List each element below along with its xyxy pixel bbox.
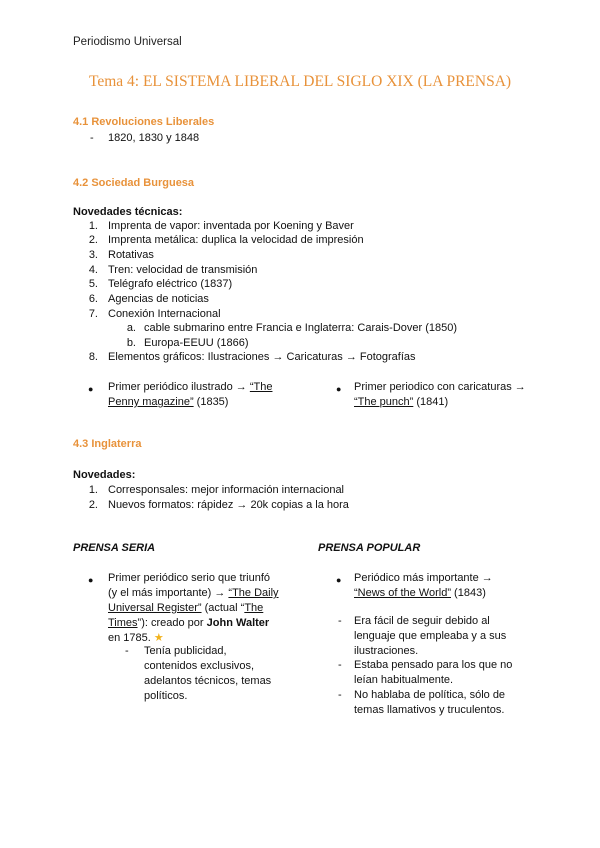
dash-marker: -	[90, 132, 94, 144]
sublist-item: cable submarino entre Francia e Inglaterra: Carais-Dover (1850)	[144, 322, 458, 334]
link-the-punch: “The punch”	[354, 396, 414, 408]
list-number: 3.	[88, 249, 98, 261]
link-penny-magazine-1: “The	[249, 381, 273, 393]
page-title: Tema 4: EL SISTEMA LIBERAL DEL SIGLO XIX (LA PRENSA)	[88, 73, 512, 90]
list-item: Corresponsales: mejor información internacional	[108, 484, 345, 496]
list-item: Elementos gráficos: Ilustraciones → Caricaturas → Fotografías	[108, 351, 416, 363]
prensa-popular-dash-3: No hablaba de política, sólo de temas llamativos y truculentos.	[354, 689, 506, 716]
list-item: Tren: velocidad de transmisión	[108, 264, 258, 276]
dash-marker: -	[125, 645, 129, 657]
list-item: Imprenta metálica: duplica la velocidad de impresión	[108, 234, 364, 246]
list-number: 1.	[88, 484, 98, 496]
dash-marker: -	[338, 615, 342, 627]
link-penny-magazine-2: Penny magazine”	[108, 396, 194, 408]
prensa-popular-dash-1: Era fácil de seguir debido al lenguaje que empleaba y a sus ilustraciones.	[354, 615, 507, 657]
dash-marker: -	[338, 689, 342, 701]
bullet-icon: ●	[88, 384, 94, 394]
list-item: Agencias de noticias	[108, 293, 209, 305]
sublist-letter: b.	[126, 337, 136, 349]
list-item: 1820, 1830 y 1848	[108, 132, 200, 144]
list-item: Nuevos formatos: rápidez → 20k copias a la hora	[108, 499, 349, 511]
sublist-letter: a.	[126, 322, 136, 334]
section-heading-4-1: 4.1 Revoluciones Liberales	[73, 116, 215, 128]
list-number: 1.	[88, 220, 98, 232]
prensa-popular-dash-2: Estaba pensado para los que no leían habitualmente.	[354, 659, 513, 686]
bullet-illustrated-periodical: Primer periódico ilustrado → “The Penny magazine” (1835)	[108, 381, 273, 408]
dash-marker: -	[338, 659, 342, 671]
section-heading-4-2: 4.2 Sociedad Burguesa	[73, 177, 195, 189]
list-number: 2.	[88, 499, 98, 511]
bullet-icon: ●	[336, 384, 342, 394]
prensa-popular-item: Periódico más importante → “News of the World” (1843)	[354, 572, 493, 599]
section-heading-4-3: 4.3 Inglaterra	[73, 438, 142, 450]
bullet-icon: ●	[336, 575, 342, 585]
list-number: 8.	[88, 351, 98, 363]
list-item: Conexión Internacional	[108, 308, 221, 320]
subheading-novedades-tecnicas: Novedades técnicas:	[73, 206, 183, 218]
list-number: 2.	[88, 234, 98, 246]
column-heading-prensa-seria: PRENSA SERIA	[73, 542, 156, 554]
bullet-caricature-periodical: Primer periodico con caricaturas → “The punch” (1841)	[354, 381, 526, 408]
list-item: Rotativas	[108, 249, 154, 261]
document-header: Periodismo Universal	[73, 36, 182, 48]
bullet-icon: ●	[88, 575, 94, 585]
star-icon: ★	[153, 632, 164, 644]
list-number: 6.	[88, 293, 98, 305]
list-item: Telégrafo eléctrico (1837)	[108, 278, 233, 290]
list-number: 7.	[88, 308, 98, 320]
list-number: 4.	[88, 264, 98, 276]
subheading-novedades: Novedades:	[73, 469, 136, 481]
list-number: 5.	[88, 278, 98, 290]
prensa-seria-subitem: Tenía publicidad, contenidos exclusivos, adelantos técnicos, temas políticos.	[144, 645, 272, 702]
column-heading-prensa-popular: PRENSA POPULAR	[318, 542, 421, 554]
prensa-seria-item: Primer periódico serio que triunfó (y el más importante) → “The Daily Universal Register” (actual “The Times”): creado por John Walter en 1785. ★	[108, 572, 279, 644]
list-item: Imprenta de vapor: inventada por Koening y Baver	[108, 220, 354, 232]
sublist-item: Europa-EEUU (1866)	[144, 337, 249, 349]
